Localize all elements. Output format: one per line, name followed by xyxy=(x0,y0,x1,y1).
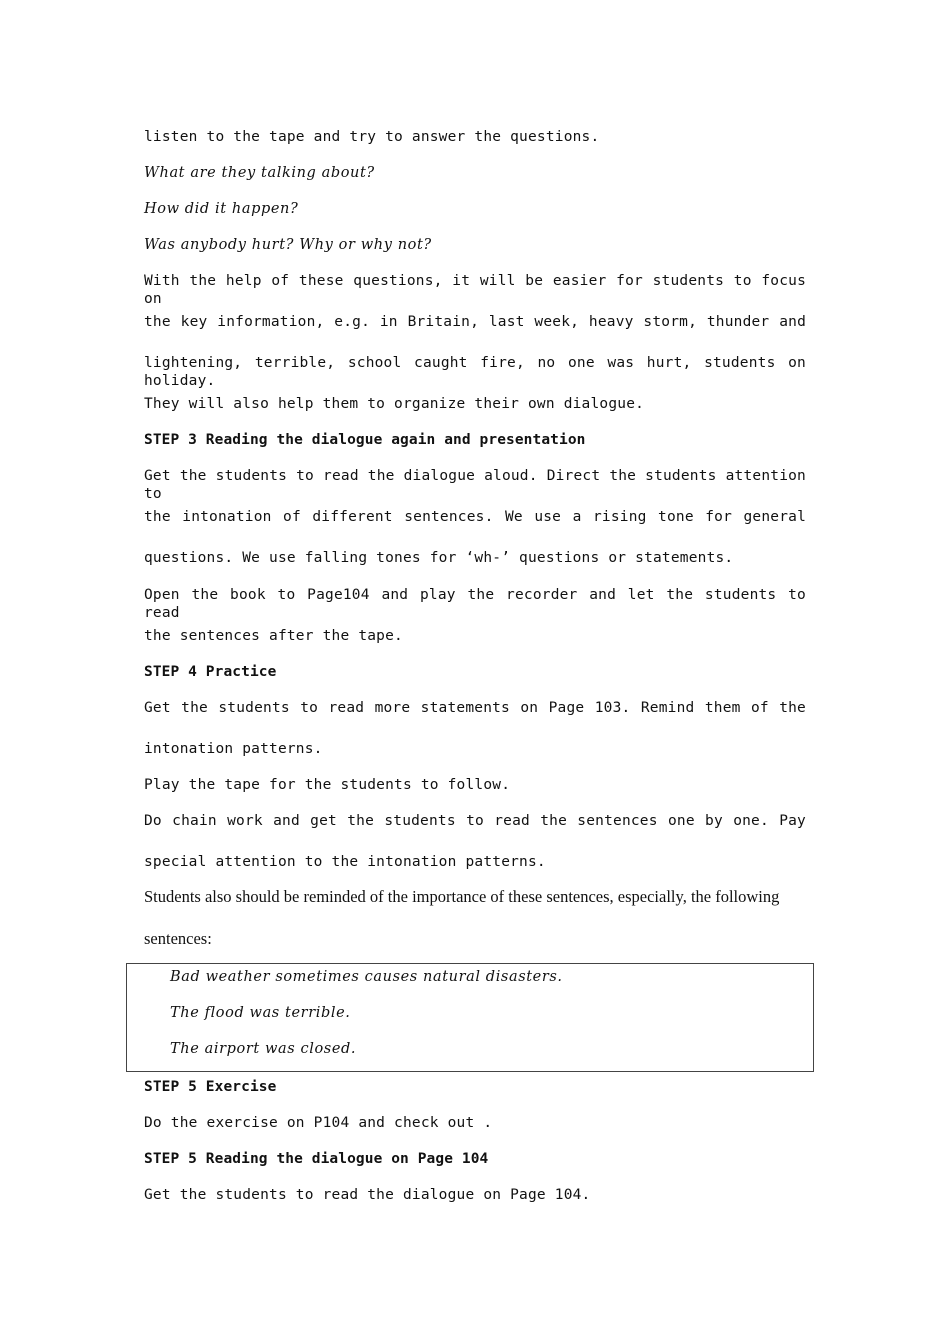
paragraph-1-line-1: With the help of these questions, it will be easier for students to focus on xyxy=(144,273,806,307)
paragraph-2-line-2: the intonation of different sentences. We use a rising tone for general xyxy=(144,509,806,525)
paragraph-7-line-2: sentences: xyxy=(144,929,212,948)
paragraph-1-line-3: lightening, terrible, school caught fire, no one was hurt, students on holiday. xyxy=(144,355,806,389)
paragraph-7-line-1: Students also should be reminded of the importance of these sentences, especially, the following xyxy=(144,887,780,906)
question-2: How did it happen? xyxy=(144,201,299,217)
example-sentence-3: The airport was closed. xyxy=(170,1041,357,1057)
paragraph-2-line-1: Get the students to read the dialogue aloud. Direct the students attention to xyxy=(144,468,806,502)
step-3-heading: STEP 3 Reading the dialogue again and presentation xyxy=(144,432,586,448)
question-3: Was anybody hurt? Why or why not? xyxy=(144,237,432,253)
paragraph-6-line-2: special attention to the intonation patterns. xyxy=(144,854,546,870)
paragraph-4-line-2: intonation patterns. xyxy=(144,741,323,757)
example-sentence-1: Bad weather sometimes causes natural disasters. xyxy=(170,969,563,985)
paragraph-3-line-1: Open the book to Page104 and play the recorder and let the students to read xyxy=(144,587,806,621)
step-4-heading: STEP 4 Practice xyxy=(144,664,277,680)
example-sentence-2: The flood was terrible. xyxy=(170,1005,351,1021)
instruction-line: listen to the tape and try to answer the questions. xyxy=(144,129,600,145)
paragraph-4-line-1: Get the students to read more statements on Page 103. Remind them of the xyxy=(144,700,806,716)
paragraph-3-line-2: the sentences after the tape. xyxy=(144,628,403,644)
step-5-reading-heading: STEP 5 Reading the dialogue on Page 104 xyxy=(144,1151,489,1167)
step-5-exercise-heading: STEP 5 Exercise xyxy=(144,1079,277,1095)
paragraph-2-line-3: questions. We use falling tones for ‘wh-’ questions or statements. xyxy=(144,550,734,566)
paragraph-5: Play the tape for the students to follow. xyxy=(144,777,511,793)
paragraph-9: Get the students to read the dialogue on Page 104. xyxy=(144,1187,591,1203)
paragraph-1-line-2: the key information, e.g. in Britain, last week, heavy storm, thunder and xyxy=(144,314,806,330)
paragraph-1-line-4: They will also help them to organize their own dialogue. xyxy=(144,396,645,412)
paragraph-8: Do the exercise on P104 and check out . xyxy=(144,1115,493,1131)
question-1: What are they talking about? xyxy=(144,165,375,181)
paragraph-6-line-1: Do chain work and get the students to read the sentences one by one. Pay xyxy=(144,813,806,829)
